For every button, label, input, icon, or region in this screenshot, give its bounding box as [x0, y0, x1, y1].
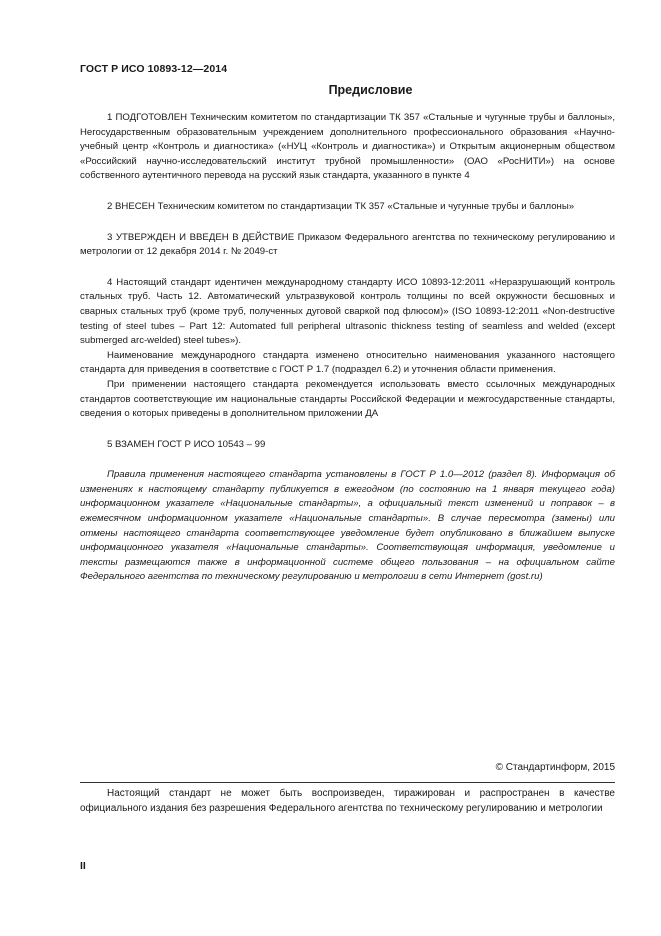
paragraph-identical: 4 Настоящий стандарт идентичен международному стандарту ИСО 10893-12:2011 «Неразрушающий контроль стальных труб. Часть 12. Автоматический ультразвуковой контроль толщины по всей окружности бесшовных и сварных стальных труб (кроме труб, полученных дуговой сваркой под флюсом)» (ISO 10893-12:2011 «Non-destructive testing of steel tubes – Part 12: Automated full peripheral ultrasonic thickness testing of seamless and welded (except submerged arc-welded) steel tubes»). [80, 276, 615, 347]
document-code: ГОСТ Р ИСО 10893-12—2014 [80, 63, 228, 75]
paragraph-prepared: 1 ПОДГОТОВЛЕН Техническим комитетом по стандартизации ТК 357 «Стальные и чугунные трубы и баллоны», Негосударственным образовательным учреждением дополнительного профессионального образования «Научно-учебный центр «Контроль и диагностика» («НУЦ «Контроль и диагностика») и Открытым акционерным обществом «Российский научно-исследовательский институт трубной промышленности» (ОАО «РосНИТИ») на основе собственного аутентичного перевода на русский язык стандарта, указанного в пункте 4 [80, 112, 615, 182]
notice-text: Настоящий стандарт не может быть воспроизведен, тиражирован и распространен в качестве официального издания без разрешения Федерального агентства по техническому регулированию и метрологии [80, 788, 615, 814]
paragraph-application-rules: Правила применения настоящего стандарта установлены в ГОСТ Р 1.0—2012 (раздел 8). Информация об изменениях к настоящему стандарту публикуется в ежегодном (по состоянию на 1 января текущего года) информационном указателе «Национальные стандарты», а официальный текст изменений и поправок – в ежемесячном информационном указателе «Национальные стандарты». В случае пересмотра (замены) или отмены настоящего стандарта соответствующее уведомление будет опубликовано в ближайшем выпуске информационного указателя «Национальные стандарты». Соответствующая информация, уведомление и тексты размещаются также в информационной системе общего пользования – на официальном сайте Федерального агентства по техническому регулированию и метрологии в сети Интернет (gost.ru) [80, 469, 615, 583]
copyright-line: © Стандартинформ, 2015 [495, 762, 615, 773]
paragraph-approved: 3 УТВЕРЖДЕН И ВВЕДЕН В ДЕЙСТВИЕ Приказом Федерального агентства по техническому регулированию и метрологии от 12 декабря 2014 г. № 2049-ст [80, 231, 615, 258]
page-number: II [80, 860, 86, 872]
paragraph-name-changed: Наименование международного стандарта изменено относительно наименования указанного настоящего стандарта для приведения в соответствие с ГОСТ Р 1.7 (подраздел 6.2) и уточнения области применения. [80, 349, 615, 376]
paragraph-references: При применении настоящего стандарта рекомендуется использовать вместо ссылочных международных стандартов соответствующие им национальные стандарты Российской Федерации и межгосударственные стандарты, сведения о которых приведены в дополнительном приложении ДА [80, 378, 615, 420]
divider [80, 782, 615, 783]
page-title: Предисловие [328, 83, 413, 97]
reproduction-notice [80, 787, 615, 816]
paragraph-submitted: 2 ВНЕСЕН Техническим комитетом по стандартизации ТК 357 «Стальные и чугунные трубы и баллоны» [107, 200, 575, 212]
paragraph-replaces: 5 ВЗАМЕН ГОСТ Р ИСО 10543 – 99 [107, 438, 266, 450]
foreword-body [80, 111, 615, 585]
